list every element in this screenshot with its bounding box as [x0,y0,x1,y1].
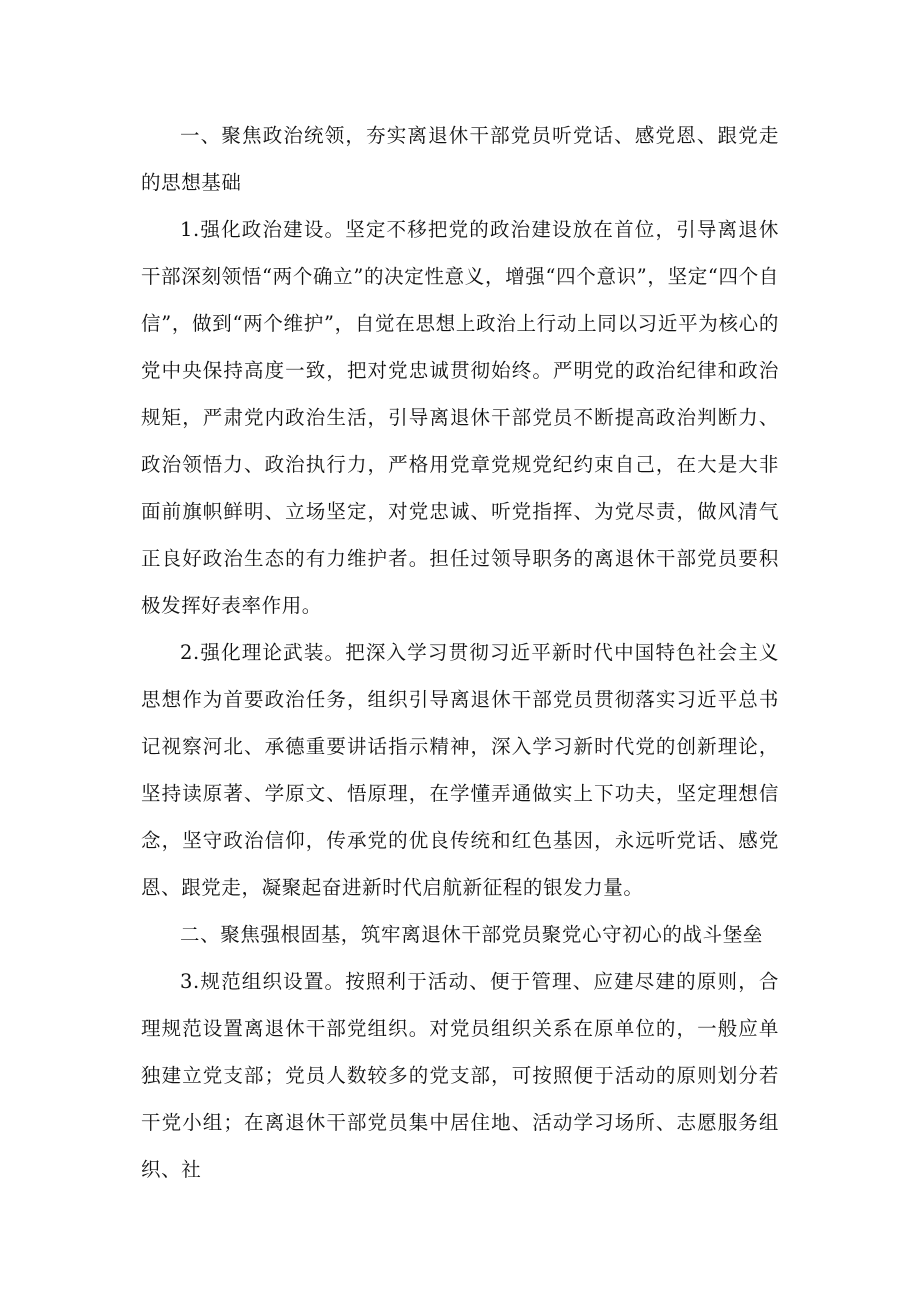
paragraph-political-construction: 1.强化政治建设。坚定不移把党的政治建设放在首位，引导离退休干部深刻领悟“两个确立”的决定性意义，增强“四个意识”，坚定“四个自信”，做到“两个维护”，自觉在思想上政治上行动上同以习近平为核心的党中央保持高度一致，把对党忠诚贯彻始终。严明党的政治纪律和政治规矩，严肃党内政治生活，引导离退休干部党员不断提高政治判断力、政治领悟力、政治执行力，严格用党章党规党纪约束自己，在大是大非面前旗帜鲜明、立场坚定，对党忠诚、听党指挥、为党尽责，做风清气正良好政治生态的有力维护者。担任过领导职务的离退休干部党员要积极发挥好表率作用。 [141,218,779,617]
section-heading-2: 二、聚焦强根固基，筑牢离退休干部党员聚党心守初心的战斗堡垒 [180,923,763,946]
paragraph-organization-setup: 3.规范组织设置。按照利于活动、便于管理、应建尽建的原则，合理规范设置离退休干部党组织。对党员组织关系在原单位的，一般应单独建立党支部；党员人数较多的党支部，可按照便于活动的原则划分若干党小组；在离退休干部党员集中居住地、活动学习场所、志愿服务组织、社 [141,970,779,1181]
section-heading-1: 一、聚焦政治统领，夯实离退休干部党员听党话、感党恩、跟党走的思想基础 [141,124,779,194]
paragraph-theory-armament: 2.强化理论武装。把深入学习贯彻习近平新时代中国特色社会主义思想作为首要政治任务，组织引导离退休干部党员贯彻落实习近平总书记视察河北、承德重要讲话指示精神，深入学习新时代党的创新理论，坚持读原著、学原文、悟原理，在学懂弄通做实上下功夫，坚定理想信念，坚守政治信仰，传承党的优良传统和红色基因，永远听党话、感党恩、跟党走，凝聚起奋进新时代启航新征程的银发力量。 [141,641,779,899]
